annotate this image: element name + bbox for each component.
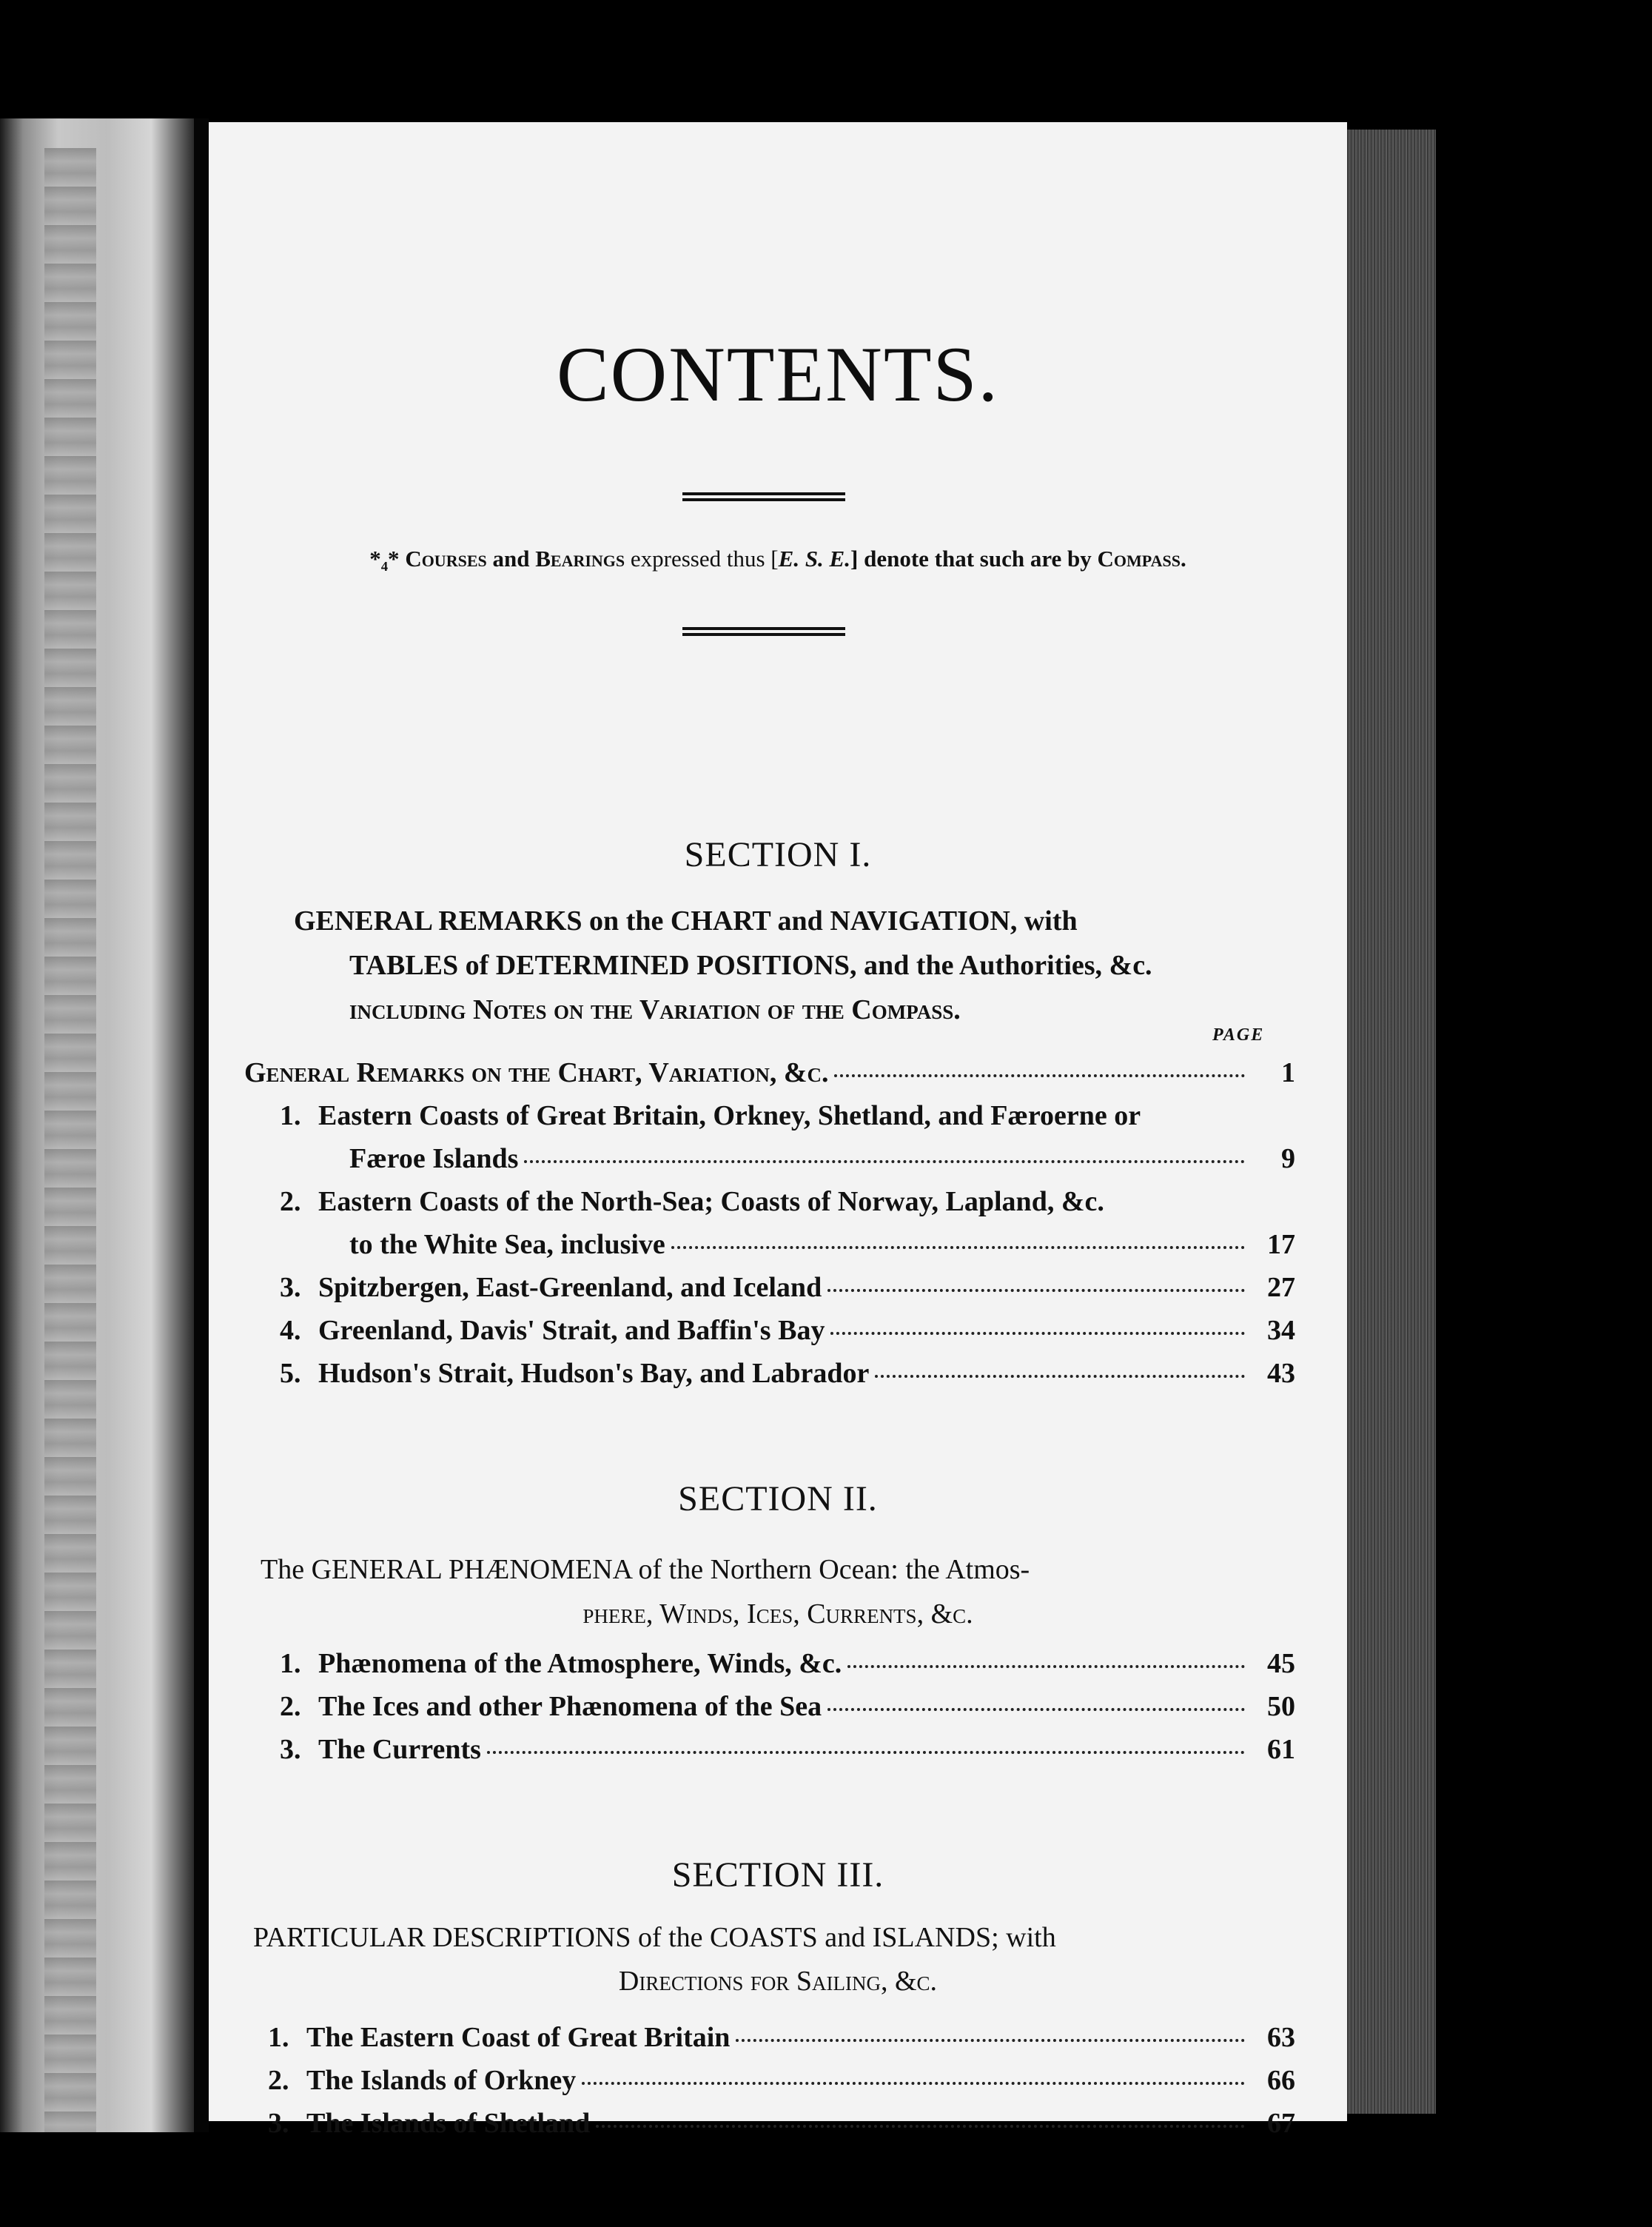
toc-entry-title: Greenland, Davis' Strait, and Baffin's Bay xyxy=(318,1315,825,1346)
toc-entry-number: 1. xyxy=(280,1100,301,1131)
toc-entry[interactable] xyxy=(280,1733,1295,1778)
toc-entry[interactable] xyxy=(280,1271,1295,1316)
double-rule-top xyxy=(682,492,845,501)
toc-entry-number: 2. xyxy=(280,1691,301,1722)
double-rule-bottom xyxy=(682,627,845,636)
toc-entry-page: 45 xyxy=(1267,1648,1295,1679)
toc-entry-continuation[interactable] xyxy=(349,1142,1295,1187)
dot-leader xyxy=(834,1074,1245,1077)
dot-leader xyxy=(487,1751,1245,1754)
toc-entry-number: 1. xyxy=(280,1648,301,1679)
note-compass: Compass. xyxy=(1097,546,1186,572)
toc-entry-page: 1 xyxy=(1281,1057,1295,1088)
toc-entry-number: 4. xyxy=(280,1315,301,1346)
page-title: CONTENTS. xyxy=(556,331,1000,418)
toc-entry-number: 3. xyxy=(280,1272,301,1303)
page-column-label: PAGE xyxy=(1212,1025,1265,1045)
toc-entry-page: 43 xyxy=(1267,1358,1295,1389)
toc-entry-page: 27 xyxy=(1267,1272,1295,1303)
section-1-desc-line-1: GENERAL REMARKS on the CHART and NAVIGATION, with xyxy=(294,905,1078,937)
section-1-desc-line-2: TABLES of DETERMINED POSITIONS, and the Authorities, &c. xyxy=(349,950,1152,981)
toc-entry-continuation[interactable] xyxy=(349,1228,1295,1273)
toc-entry-number: 5. xyxy=(280,1358,301,1389)
toc-entry-page: 63 xyxy=(1267,2022,1295,2053)
toc-entry[interactable] xyxy=(268,2064,1295,2109)
toc-entry-number: 3. xyxy=(280,1734,301,1765)
toc-entry-title: General Remarks on the Chart, Variation, &c. xyxy=(244,1057,829,1088)
toc-entry-title: Eastern Coasts of the North-Sea; Coasts of Norway, Lapland, &c. xyxy=(318,1186,1104,1217)
toc-entry-title: The Islands of Orkney xyxy=(306,2065,577,2096)
dot-leader xyxy=(827,1708,1245,1711)
book-gutter xyxy=(194,118,209,2132)
section-3-desc-line-1: PARTICULAR DESCRIPTIONS of the COASTS and ISLANDS; with xyxy=(253,1922,1056,1953)
section-2-desc-line-2: phere, Winds, Ices, Currents, &c. xyxy=(582,1598,973,1630)
section-2-desc-line-1: The GENERAL PHÆNOMENA of the Northern Ocean: the Atmos- xyxy=(261,1554,1030,1585)
dot-leader xyxy=(582,2082,1245,2085)
toc-entry-title: Spitzbergen, East-Greenland, and Iceland xyxy=(318,1272,822,1303)
toc-entry-title: The Eastern Coast of Great Britain xyxy=(306,2022,731,2053)
note-example: E. S. E. xyxy=(778,546,850,572)
toc-entry-number: 1. xyxy=(268,2022,289,2053)
note-courses: Courses xyxy=(405,546,487,572)
toc-entry[interactable] xyxy=(280,1647,1295,1692)
toc-entry-number: 2. xyxy=(280,1186,301,1217)
toc-entry[interactable] xyxy=(268,2107,1295,2151)
section-1-heading: SECTION I. xyxy=(684,835,872,874)
toc-entry[interactable] xyxy=(280,1690,1295,1735)
toc-entry-page: 61 xyxy=(1267,1734,1295,1765)
dot-leader xyxy=(736,2039,1245,2042)
toc-entry-title: The Ices and other Phænomena of the Sea xyxy=(318,1691,822,1722)
toc-entry-page: 17 xyxy=(1267,1229,1295,1260)
page-block-edge xyxy=(1347,130,1436,2114)
toc-entry-title: Phænomena of the Atmosphere, Winds, &c. xyxy=(318,1648,842,1679)
toc-entry-title-cont: Færoe Islands xyxy=(349,1143,519,1174)
toc-entry-title: Eastern Coasts of Great Britain, Orkney, Shetland, and Færoerne or xyxy=(318,1100,1141,1131)
toc-entry[interactable] xyxy=(280,1185,1295,1230)
dot-leader xyxy=(524,1160,1245,1163)
toc-entry[interactable] xyxy=(280,1099,1295,1144)
toc-entry[interactable] xyxy=(268,2021,1295,2066)
toc-entry[interactable] xyxy=(280,1314,1295,1359)
dot-leader xyxy=(671,1246,1245,1249)
section-1-desc-line-3: including Notes on the Variation of the Compass. xyxy=(349,994,961,1025)
toc-entry-title: The Islands of Shetland xyxy=(306,2108,591,2139)
dot-leader xyxy=(830,1332,1245,1335)
toc-entry-number: 3. xyxy=(268,2108,289,2139)
note-middle: expressed thus [ xyxy=(625,546,779,572)
toc-entry-page: 50 xyxy=(1267,1691,1295,1722)
compass-note xyxy=(209,546,1347,572)
dot-leader xyxy=(596,2125,1245,2128)
toc-entry-page: 9 xyxy=(1281,1143,1295,1174)
toc-entry-title: The Currents xyxy=(318,1734,481,1765)
note-end: ] denote that such are by xyxy=(850,546,1098,572)
section-3-heading: SECTION III. xyxy=(671,1855,884,1895)
dot-leader xyxy=(847,1665,1245,1668)
section-3-desc-line-2: Directions for Sailing, &c. xyxy=(618,1966,938,1997)
toc-entry-page: 34 xyxy=(1267,1315,1295,1346)
dot-leader xyxy=(827,1289,1245,1292)
contents-page xyxy=(209,122,1347,2139)
note-bearings: Bearings xyxy=(535,546,625,572)
section-2-heading: SECTION II. xyxy=(678,1479,878,1518)
torn-page-texture xyxy=(44,148,96,2132)
toc-entry[interactable] xyxy=(244,1056,1295,1101)
toc-entry-title: Hudson's Strait, Hudson's Bay, and Labrador xyxy=(318,1358,870,1389)
facing-page-edge xyxy=(0,118,194,2132)
note-asterisks: *₄* xyxy=(369,546,406,572)
toc-entry-title-cont: to the White Sea, inclusive xyxy=(349,1229,665,1260)
toc-entry-page: 67 xyxy=(1267,2108,1295,2139)
dot-leader xyxy=(875,1375,1245,1378)
note-and: and xyxy=(486,546,536,572)
toc-entry-page: 66 xyxy=(1267,2065,1295,2096)
toc-entry[interactable] xyxy=(280,1357,1295,1401)
toc-entry-number: 2. xyxy=(268,2065,289,2096)
